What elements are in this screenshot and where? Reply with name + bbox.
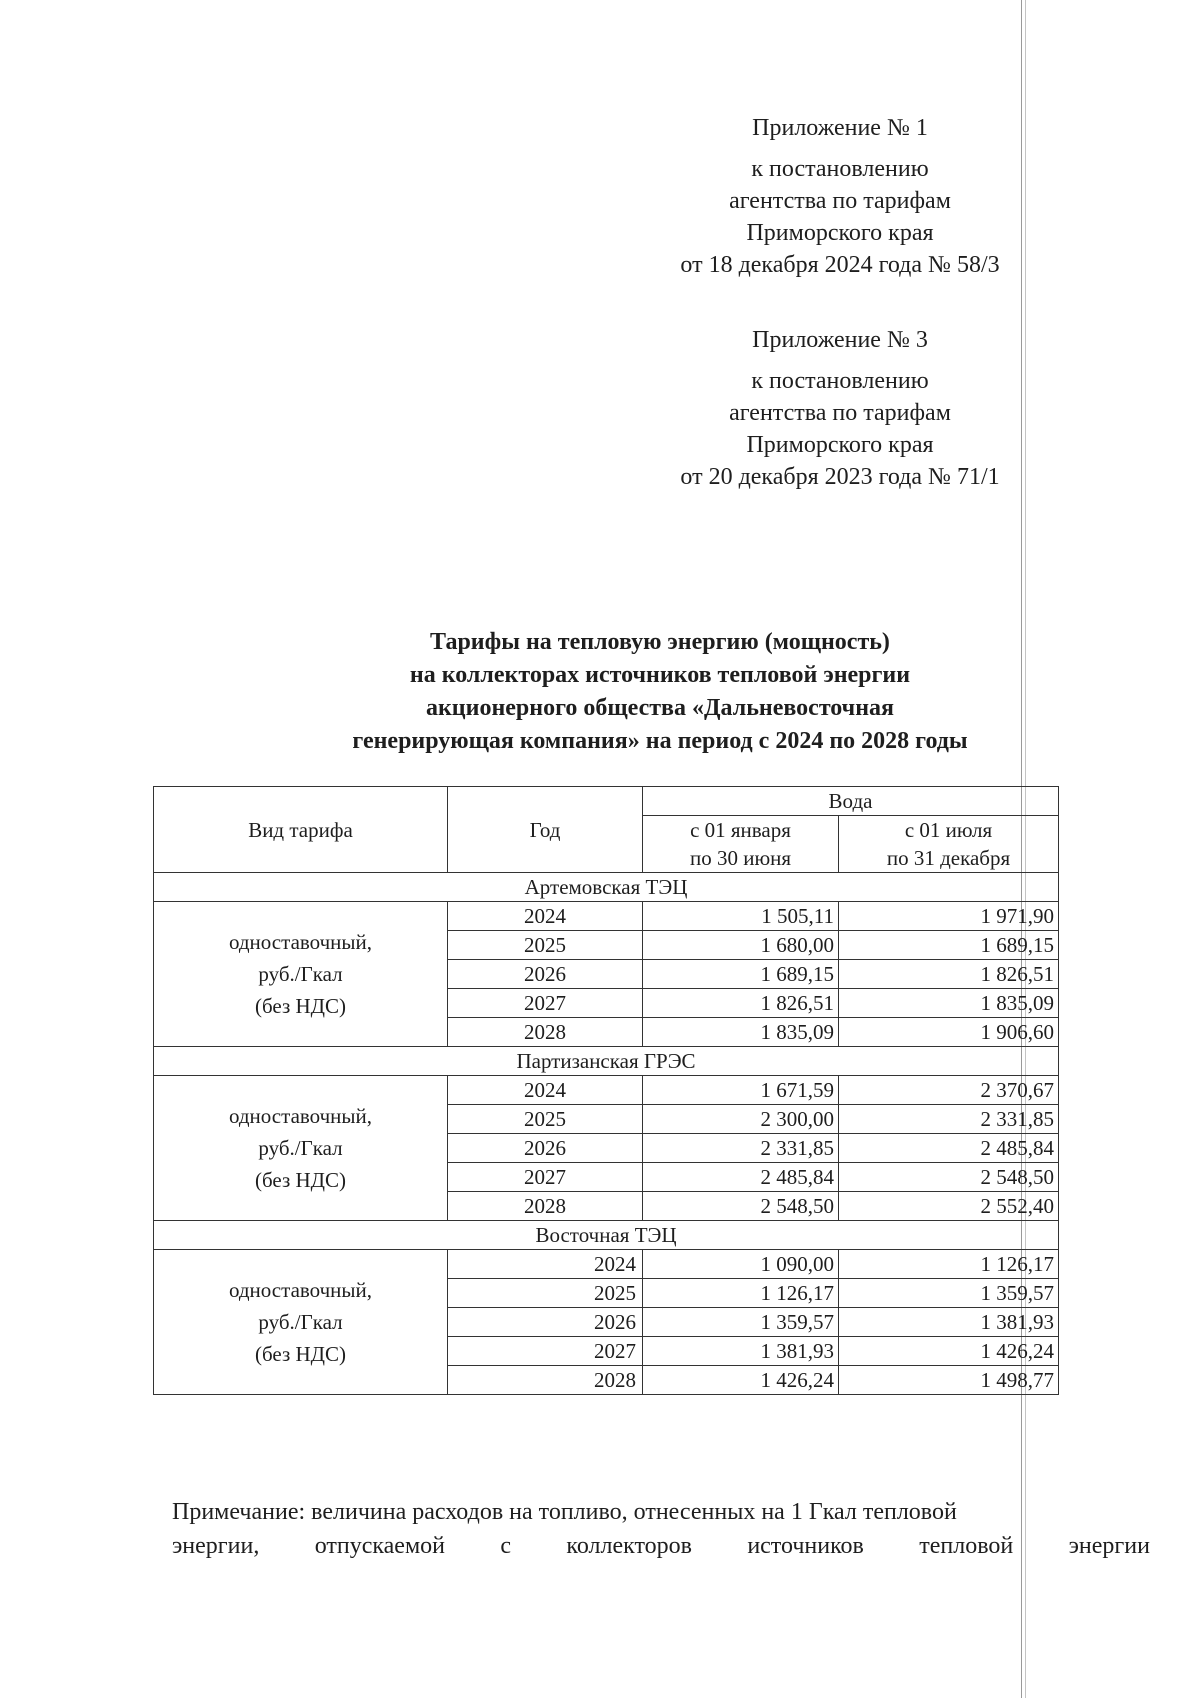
tariff-kind-line: (без НДС) (254, 1168, 346, 1192)
year-cell: 2025 (448, 1105, 643, 1134)
tariff-kind-cell (154, 902, 448, 1047)
tariff-h1-cell: 2 548,50 (643, 1192, 839, 1221)
section-row (154, 1221, 1059, 1250)
tariff-h1-cell: 1 689,15 (643, 960, 839, 989)
tariff-h1-cell: 2 300,00 (643, 1105, 839, 1134)
tariff-h2-cell: 1 826,51 (839, 960, 1059, 989)
tariff-h2-cell: 2 485,84 (839, 1134, 1059, 1163)
section-title: Партизанская ГРЭС (154, 1047, 1059, 1076)
section-row (154, 1047, 1059, 1076)
tariff-h2-cell: 1 426,24 (839, 1337, 1059, 1366)
note-line: Примечание: величина расходов на топливо, отнесенных на 1 Гкал тепловой (172, 1499, 957, 1525)
tariff-h1-cell: 1 359,57 (643, 1308, 839, 1337)
tariff-table (153, 786, 1059, 1395)
year-cell: 2027 (448, 1337, 643, 1366)
appendix-number: Приложение № 1 (752, 115, 928, 141)
appendix-line: Приморского края (746, 220, 934, 246)
table-row (154, 1076, 1059, 1105)
title-line: акционерного общества «Дальневосточная (425, 695, 895, 721)
tariff-h2-cell: 2 370,67 (839, 1076, 1059, 1105)
table-row (154, 902, 1059, 931)
title-line: на коллекторах источников тепловой энергии (409, 662, 911, 688)
note-line-justified (172, 1529, 1150, 1563)
note-word: источников (747, 1533, 864, 1559)
tariff-h1-cell: 1 680,00 (643, 931, 839, 960)
tariff-kind-line: руб./Гкал (258, 1136, 343, 1160)
tariff-h2-cell: 1 126,17 (839, 1250, 1059, 1279)
appendix-line: агентства по тарифам (729, 188, 951, 214)
tariff-h2-cell: 1 689,15 (839, 931, 1059, 960)
note-word: энергии, (172, 1533, 260, 1559)
section-title: Артемовская ТЭЦ (154, 873, 1059, 902)
year-cell: 2024 (448, 902, 643, 931)
year-cell: 2025 (448, 1279, 643, 1308)
tariff-h2-cell: 1 971,90 (839, 902, 1059, 931)
tariff-h1-cell: 1 126,17 (643, 1279, 839, 1308)
tariff-h1-cell: 1 381,93 (643, 1337, 839, 1366)
section-title: Восточная ТЭЦ (154, 1221, 1059, 1250)
title-line: генерирующая компания» на период с 2024 по 2028 годы (352, 728, 968, 754)
tariff-h1-cell: 2 331,85 (643, 1134, 839, 1163)
tariff-h2-cell: 2 331,85 (839, 1105, 1059, 1134)
note-word: энергии (1068, 1533, 1150, 1559)
tariff-kind-line: руб./Гкал (258, 1310, 343, 1334)
header-water: Вода (643, 787, 1059, 816)
tariff-h1-cell: 1 505,11 (643, 902, 839, 931)
appendix-line: Приморского края (746, 432, 934, 458)
period-line: по 30 июня (689, 846, 792, 870)
note-paragraph (172, 1495, 1150, 1563)
year-cell: 2024 (448, 1250, 643, 1279)
tariff-h2-cell: 1 359,57 (839, 1279, 1059, 1308)
note-word: коллекторов (566, 1533, 692, 1559)
tariff-kind-line: руб./Гкал (258, 962, 343, 986)
tariff-kind-line: одноставочный, (228, 930, 373, 954)
table-row (154, 1250, 1059, 1279)
header-row (154, 787, 1059, 816)
tariff-h1-cell: 1 671,59 (643, 1076, 839, 1105)
note-word: тепловой (919, 1533, 1014, 1559)
tariff-h1-cell: 1 835,09 (643, 1018, 839, 1047)
document-title (270, 626, 1050, 758)
tariff-h2-cell: 1 835,09 (839, 989, 1059, 1018)
tariff-kind-line: одноставочный, (228, 1104, 373, 1128)
period-line: с 01 июля (904, 818, 993, 842)
header-tariff-kind: Вид тарифа (154, 787, 448, 873)
year-cell: 2026 (448, 960, 643, 989)
year-cell: 2027 (448, 989, 643, 1018)
header-year: Год (448, 787, 643, 873)
note-word: отпускаемой (314, 1533, 445, 1559)
appendix-number: Приложение № 3 (752, 327, 928, 353)
tariff-h1-cell: 1 826,51 (643, 989, 839, 1018)
tariff-h2-cell: 2 548,50 (839, 1163, 1059, 1192)
appendix-line: к постановлению (751, 368, 929, 394)
year-cell: 2028 (448, 1018, 643, 1047)
appendix-line: от 18 декабря 2024 года № 58/3 (680, 252, 1000, 278)
section-row (154, 873, 1059, 902)
year-cell: 2026 (448, 1308, 643, 1337)
year-cell: 2024 (448, 1076, 643, 1105)
title-line: Тарифы на тепловую энергию (мощность) (430, 629, 890, 655)
header-period-2 (839, 816, 1059, 873)
appendix-line: от 20 декабря 2023 года № 71/1 (680, 464, 1000, 490)
year-cell: 2028 (448, 1192, 643, 1221)
year-cell: 2028 (448, 1366, 643, 1395)
tariff-kind-line: одноставочный, (228, 1278, 373, 1302)
year-cell: 2025 (448, 931, 643, 960)
tariff-h1-cell: 2 485,84 (643, 1163, 839, 1192)
note-word: с (500, 1533, 512, 1559)
tariff-h2-cell: 2 552,40 (839, 1192, 1059, 1221)
tariff-kind-line: (без НДС) (254, 994, 346, 1018)
appendix-line: агентства по тарифам (729, 400, 951, 426)
appendix-header-original (560, 324, 1120, 493)
tariff-h2-cell: 1 906,60 (839, 1018, 1059, 1047)
tariff-h1-cell: 1 426,24 (643, 1366, 839, 1395)
tariff-h2-cell: 1 381,93 (839, 1308, 1059, 1337)
appendix-line: к постановлению (751, 156, 929, 182)
appendix-header-current (560, 112, 1120, 281)
year-cell: 2027 (448, 1163, 643, 1192)
period-line: с 01 января (690, 818, 791, 842)
header-period-1 (643, 816, 839, 873)
tariff-h1-cell: 1 090,00 (643, 1250, 839, 1279)
period-line: по 31 декабря (886, 846, 1011, 870)
tariff-kind-cell (154, 1250, 448, 1395)
tariff-kind-cell (154, 1076, 448, 1221)
tariff-h2-cell: 1 498,77 (839, 1366, 1059, 1395)
tariff-kind-line: (без НДС) (254, 1342, 346, 1366)
year-cell: 2026 (448, 1134, 643, 1163)
